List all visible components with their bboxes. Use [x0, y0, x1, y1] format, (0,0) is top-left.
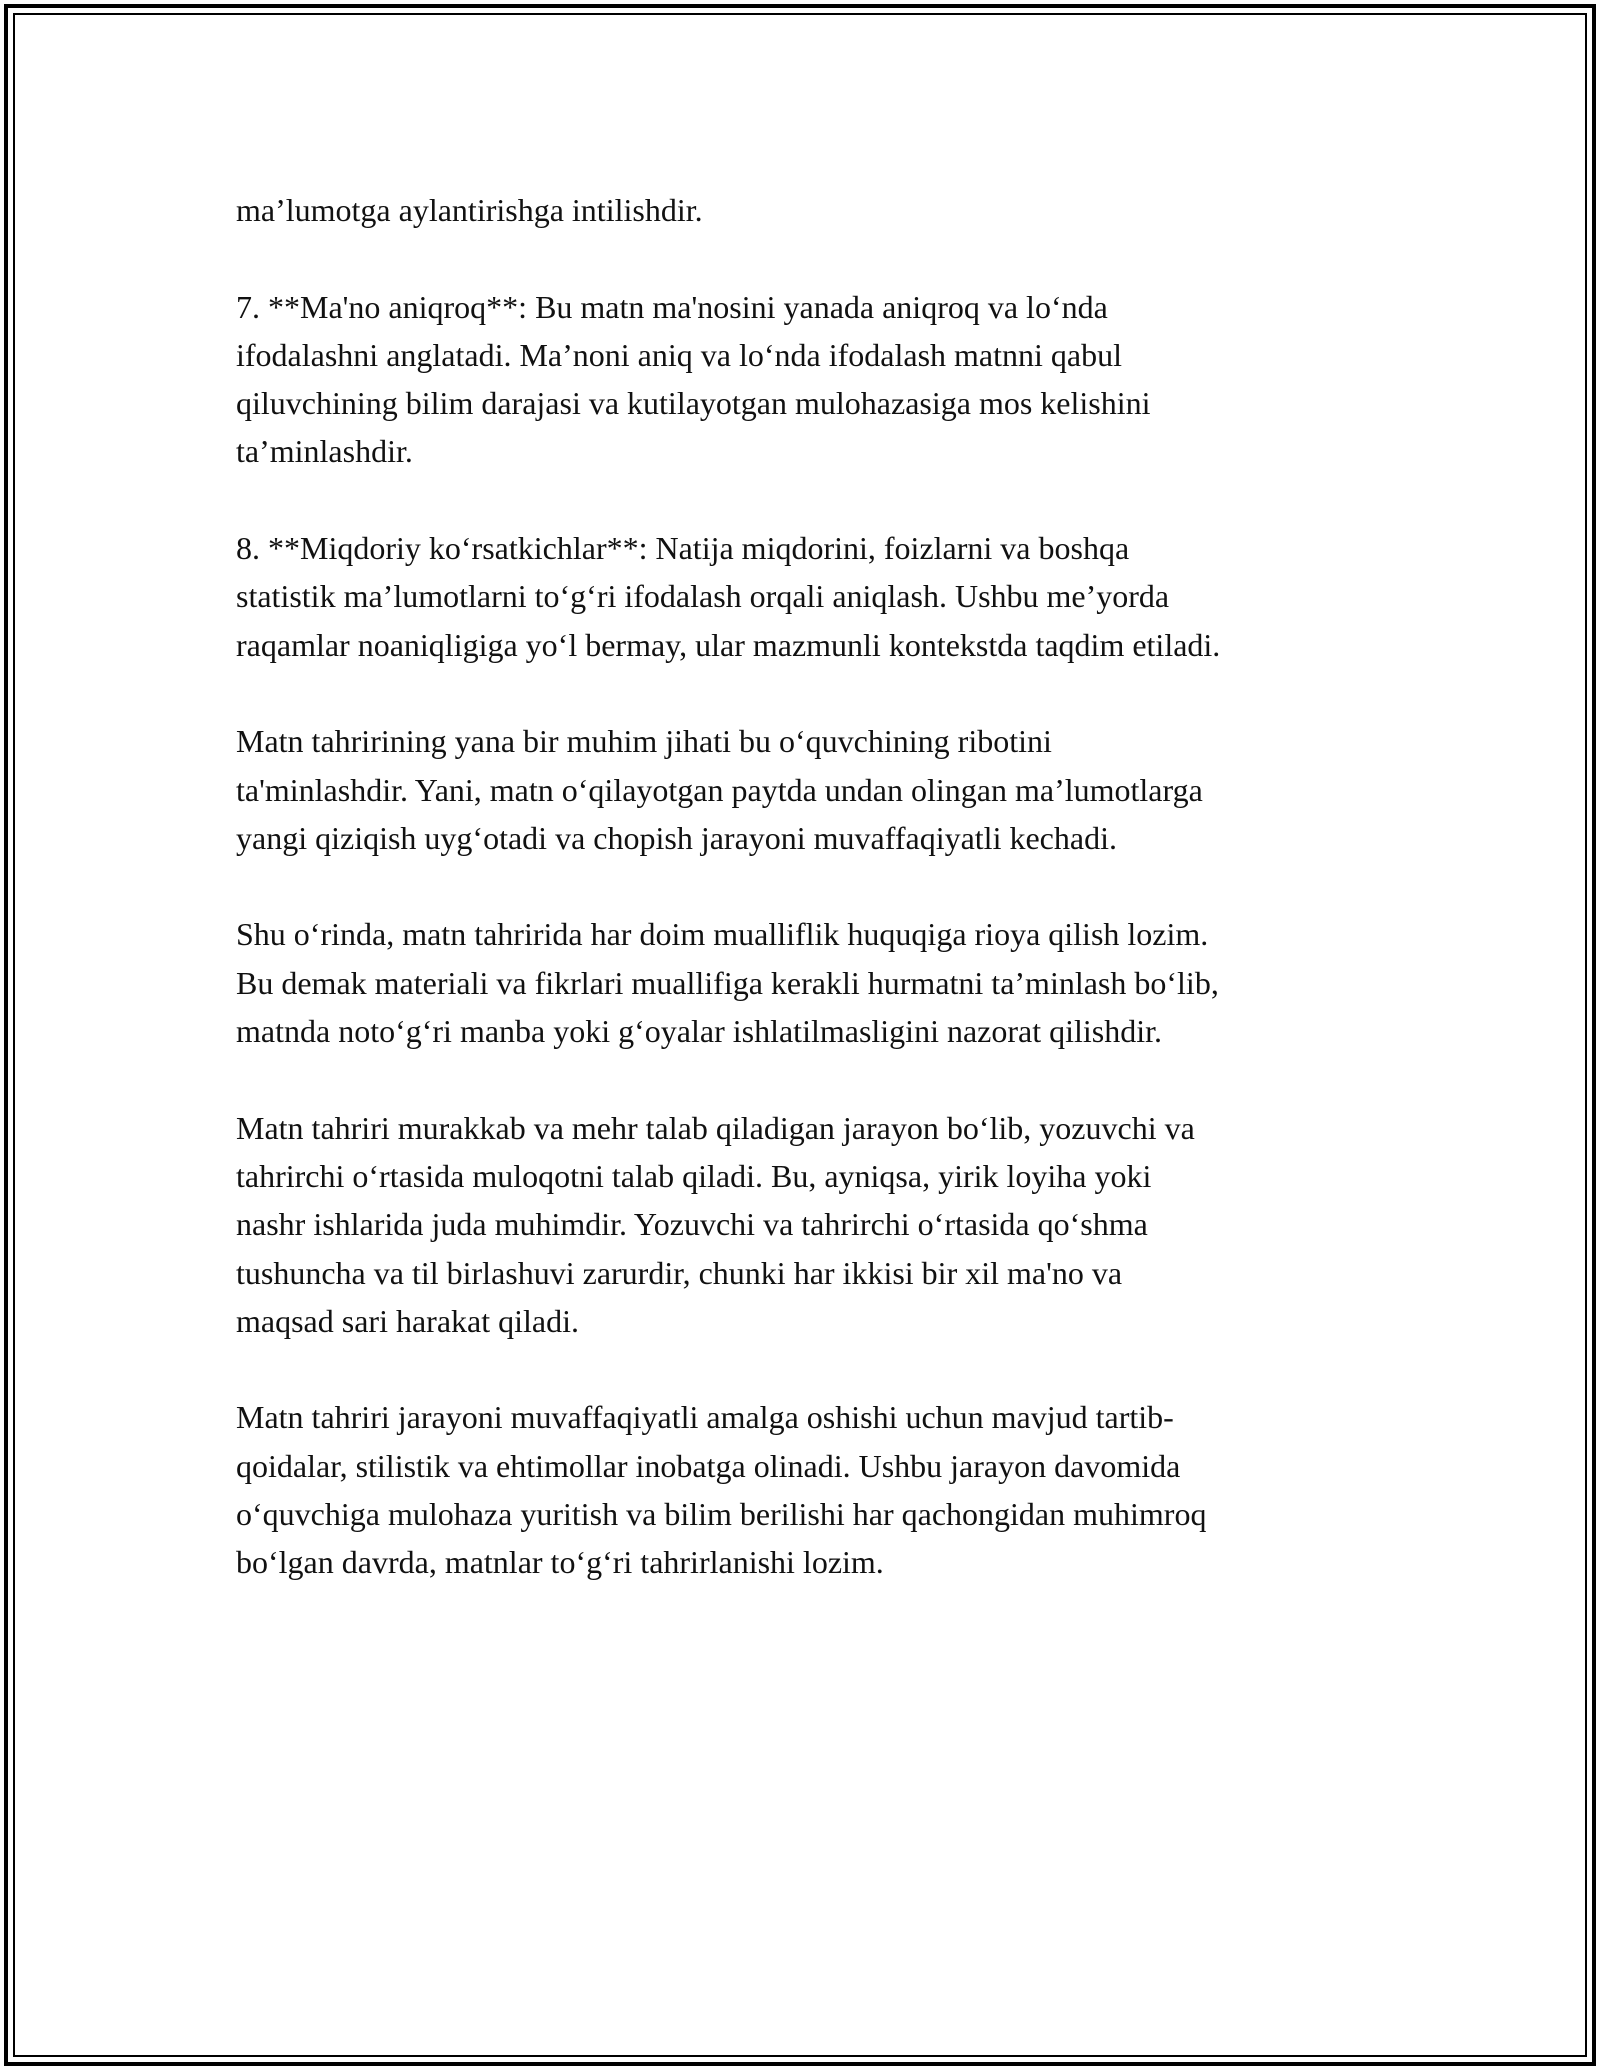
text-line: yangi qiziqish uyg‘otadi va chopish jarayoni muvaffaqiyatli kechadi.	[236, 819, 1117, 856]
text-line: maqsad sari harakat qiladi.	[236, 1302, 579, 1339]
text-line: tushuncha va til birlashuvi zarurdir, chunki har ikkisi bir xil ma'no va	[236, 1254, 1123, 1291]
text-line: o‘quvchiga mulohaza yuritish va bilim berilishi har qachongidan muhimroq	[236, 1496, 1207, 1533]
paragraph-reader-interest	[236, 717, 1386, 862]
paragraph-copyright	[236, 910, 1386, 1055]
text-line: 7. **Ma'no aniqroq**: Bu matn ma'nosini yanada aniqroq va lo‘nda	[236, 288, 1108, 325]
text-line: raqamlar noaniqligiga yo‘l bermay, ular mazmunli kontekstda taqdim etiladi.	[236, 626, 1221, 663]
text-line: qiluvchining bilim darajasi va kutilayotgan mulohazasiga mos kelishini	[236, 385, 1151, 422]
paragraph-conclusion	[236, 1393, 1386, 1586]
text-line: bo‘lgan davrda, matnlar to‘g‘ri tahrirlanishi lozim.	[236, 1544, 884, 1581]
text-line: Matn tahririning yana bir muhim jihati bu o‘quvchining ribotini	[236, 723, 1052, 760]
text-line: Matn tahriri murakkab va mehr talab qiladigan jarayon bo‘lib, yozuvchi va	[236, 1109, 1195, 1146]
text-line: ta’minlashdir.	[236, 433, 413, 470]
text-line: ma’lumotga aylantirishga intilishdir.	[236, 192, 703, 228]
text-line: 8. **Miqdoriy ko‘rsatkichlar**: Natija miqdorini, foizlarni va boshqa	[236, 530, 1130, 567]
text-line: Matn tahriri jarayoni muvaffaqiyatli amalga oshishi uchun mavjud tartib-	[236, 1399, 1174, 1436]
paragraph-item-8	[236, 524, 1386, 669]
paragraph-collaboration	[236, 1104, 1386, 1345]
text-line: Bu demak materiali va fikrlari muallifiga kerakli hurmatni ta’minlash bo‘lib,	[236, 964, 1219, 1001]
text-line: ta'minlashdir. Yani, matn o‘qilayotgan paytda undan olingan ma’lumotlarga	[236, 771, 1203, 808]
text-line: matnda noto‘g‘ri manba yoki g‘oyalar ishlatilmasligini nazorat qilishdir.	[236, 1013, 1163, 1050]
paragraph-item-7	[236, 283, 1386, 476]
text-line: nashr ishlarida juda muhimdir. Yozuvchi va tahrirchi o‘rtasida qo‘shma	[236, 1206, 1148, 1243]
paragraph-continuation	[236, 186, 1386, 234]
document-body	[236, 186, 1386, 1635]
text-line: qoidalar, stilistik va ehtimollar inobatga olinadi. Ushbu jarayon davomida	[236, 1447, 1181, 1484]
text-line: tahrirchi o‘rtasida muloqotni talab qiladi. Bu, ayniqsa, yirik loyiha yoki	[236, 1157, 1152, 1194]
text-line: ifodalashni anglatadi. Ma’noni aniq va lo‘nda ifodalash matnni qabul	[236, 336, 1122, 373]
text-line: Shu o‘rinda, matn tahririda har doim mualliflik huquqiga rioya qilish lozim.	[236, 916, 1209, 953]
text-line: statistik ma’lumotlarni to‘g‘ri ifodalash orqali aniqlash. Ushbu me’yorda	[236, 578, 1170, 615]
